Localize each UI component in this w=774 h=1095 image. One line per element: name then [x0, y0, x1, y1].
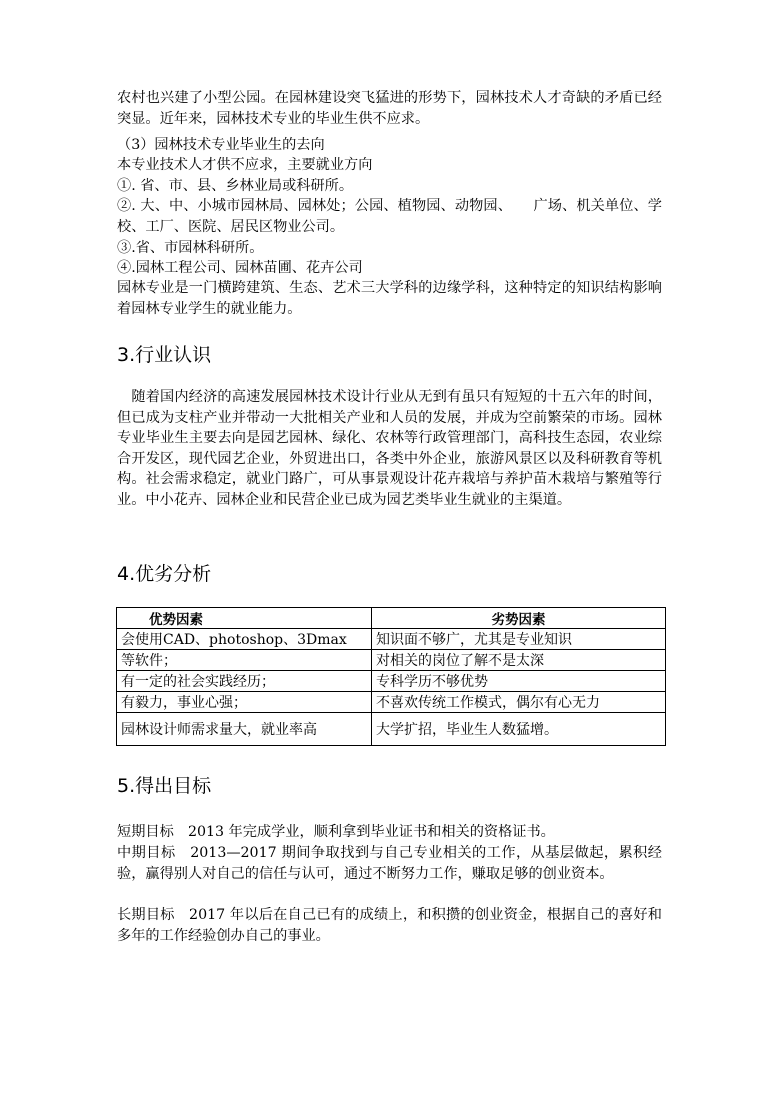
weakness-cell: 不喜欢传统工作模式，偶尔有心无力 — [372, 692, 666, 713]
weakness-cell: 专科学历不够优势 — [372, 671, 666, 692]
paragraph-employment-intro: 本专业技术人才供不应求，主要就业方向 — [117, 157, 373, 173]
table-row — [117, 713, 666, 746]
paragraph-discipline-summary: 园林专业是一门横跨建筑、生态、艺术三大学科的边缘学科，这种特定的知识结构影响着园林专业学生的就业能力。 — [117, 280, 662, 317]
list-item-landscape-companies: ④.园林工程公司、园林苗圃、花卉公司 — [117, 260, 363, 276]
table-row — [117, 692, 666, 713]
goal-mid-term: 中期目标 2013—2017 期间争取找到与自己专业相关的工作，从基层做起，累积经验，赢得别人对自己的信任与认可，通过不断努力工作，赚取足够的创业资本。 — [117, 845, 662, 882]
heading-industry-knowledge: 3.行业认识 — [117, 344, 212, 366]
list-item-city-parks: ②. 大、中、小城市园林局、园林处；公园、植物园、动物园、 广场、机关单位、学校、工厂、医院、居民区物业公司。 — [117, 198, 662, 235]
strength-cell: 有一定的社会实践经历； — [117, 671, 372, 692]
goal-short-term: 短期目标 2013 年完成学业，顺利拿到毕业证书和相关的资格证书。 — [117, 824, 555, 840]
heading-swot-analysis: 4.优劣分析 — [117, 563, 212, 585]
strength-cell: 园林设计师需求量大，就业率高 — [117, 713, 372, 746]
header-weaknesses: 劣势因素 — [372, 608, 666, 629]
paragraph-industry-knowledge: 随着国内经济的高速发展园林技术设计行业从无到有虽只有短短的十五六年的时间，但已成为支柱产业并带动一大批相关产业和人员的发展，并成为空前繁荣的市场。园林专业毕业生主要去向是园艺园林、绿化、农林等行政管理部门，高科技生态园，农业综合开发区，现代园艺企业，外贸进出口，各类中外企业，旅游风景区以及科研教育等机构。社会需求稳定，就业门路广，可从事景观设计花卉栽培与养护苗木栽培与繁殖等行业。中小花卉、园林企业和民营企业已成为园艺类毕业生就业的主渠道。 — [117, 389, 662, 508]
weakness-cell: 大学扩招，毕业生人数猛增。 — [372, 713, 666, 746]
strengths-weaknesses-table — [116, 607, 666, 746]
table-header-row — [117, 608, 666, 629]
table-row — [117, 671, 666, 692]
table-row — [117, 650, 666, 671]
weakness-cell: 对相关的岗位了解不是太深 — [372, 650, 666, 671]
strength-cell: 有毅力，事业心强； — [117, 692, 372, 713]
strength-cell: 等软件； — [117, 650, 372, 671]
heading-goals: 5.得出目标 — [117, 775, 212, 797]
paragraph-park-demand: 农村也兴建了小型公园。在园林建设突飞猛进的形势下，园林技术人才奇缺的矛盾已经突显。近年来，园林技术专业的毕业生供不应求。 — [117, 90, 662, 127]
goal-long-term: 长期目标 2017 年以后在自己已有的成绩上，和积攒的创业资金，根据自己的喜好和多年的工作经验创办自己的事业。 — [117, 907, 662, 944]
weakness-cell: 知识面不够广，尤其是专业知识 — [372, 629, 666, 650]
strength-cell: 会使用CAD、photoshop、3Dmax — [117, 629, 372, 650]
header-strengths: 优势因素 — [117, 608, 372, 629]
list-item-research-institute: ③.省、市园林科研所。 — [117, 240, 264, 256]
subheading-graduate-destinations: （3）园林技术专业毕业生的去向 — [117, 137, 325, 153]
table-row — [117, 629, 666, 650]
list-item-forestry-bureau: ①. 省、市、县、乡林业局或科研所。 — [117, 178, 354, 194]
